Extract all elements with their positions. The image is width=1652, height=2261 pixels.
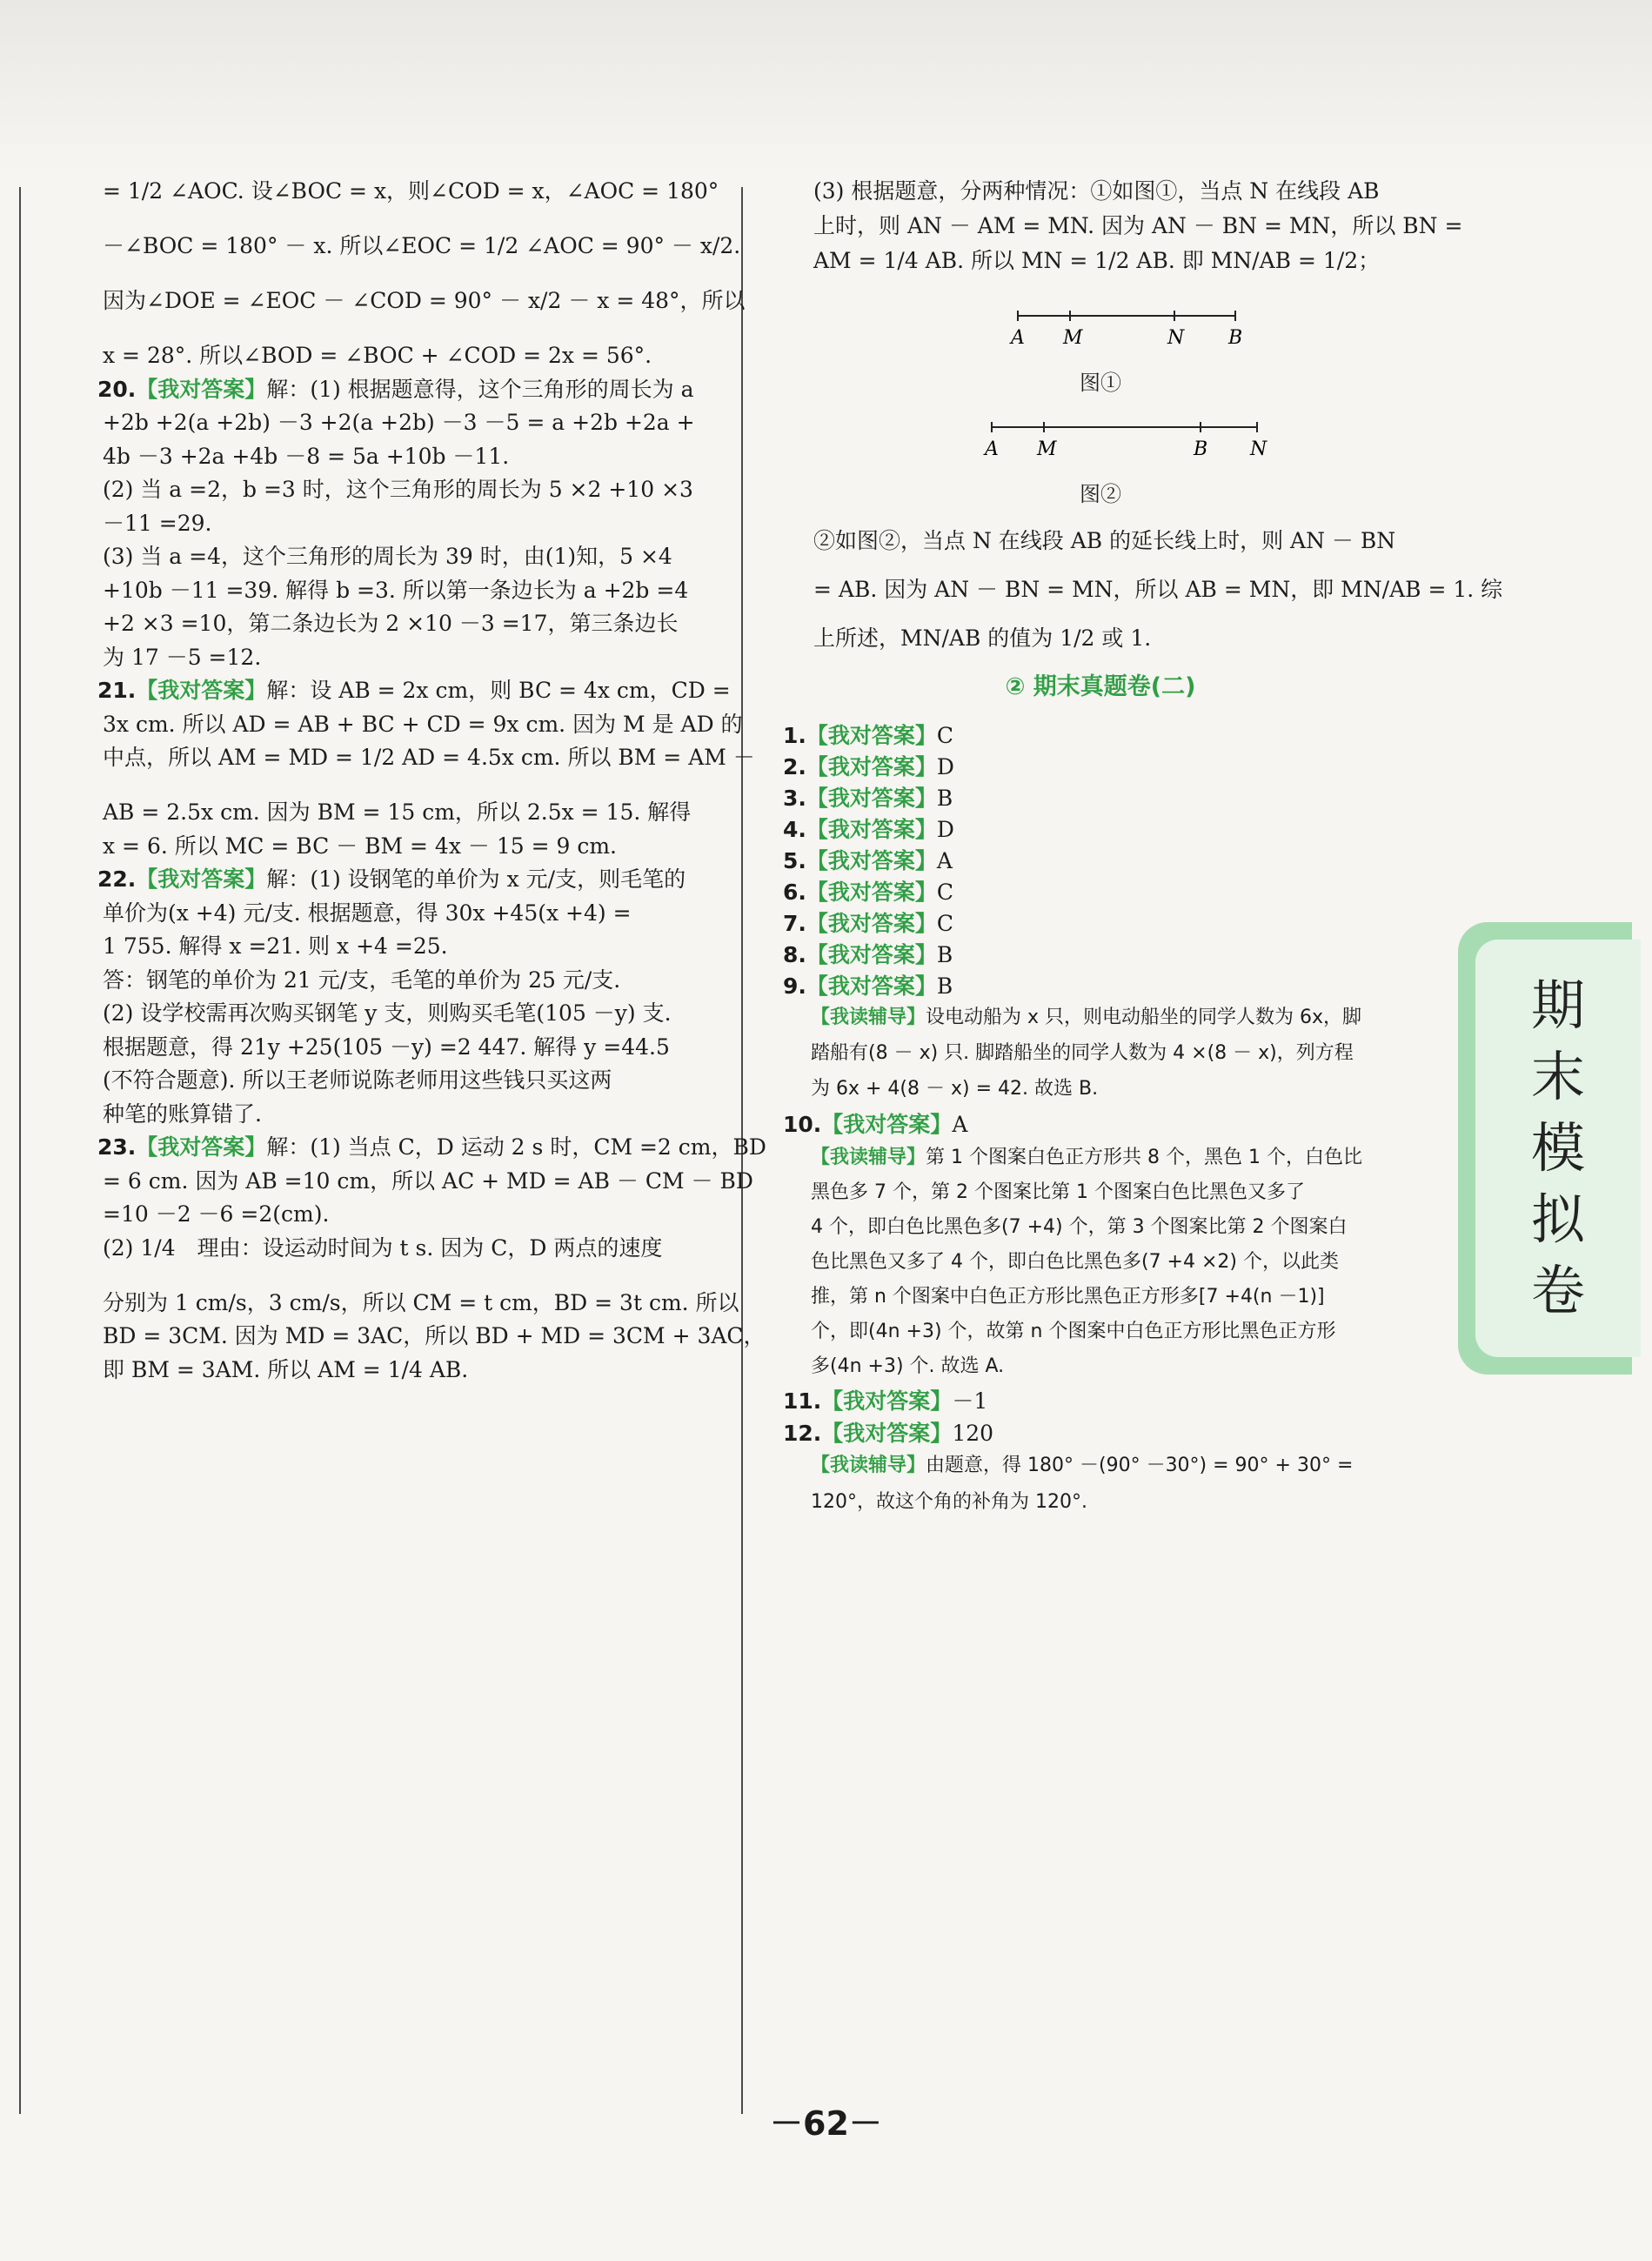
guide-tag: 【我读辅导】: [811, 1147, 926, 1168]
side-tab-char: 期: [1530, 973, 1585, 1037]
line-text: 解：设 AB = 2x cm，则 BC = 4x cm，CD =: [266, 678, 731, 703]
text-line: [97, 477, 706, 503]
line-text: = 1/2 ∠AOC. 设∠BOC = x，则∠COD = x，∠AOC = 180°: [103, 178, 719, 204]
line-text: 答：钢笔的单价为 21 元/支，毛笔的单价为 25 元/支.: [103, 967, 621, 993]
line-text: 为 17 －5 =12.: [103, 644, 262, 670]
figure-2-diagram: [783, 411, 1418, 464]
fig1-label-m: M: [1063, 327, 1083, 349]
line-text: AM = 1/4 AB. 所以 MN = 1/2 AB. 即 MN/AB = 1/2；: [813, 248, 1381, 273]
guide-line: [783, 1249, 1418, 1275]
line-text: 解：(1) 设钢笔的单价为 x 元/支，则毛笔的: [266, 866, 686, 892]
question-number: 9.: [783, 973, 806, 999]
fig2-label-b: B: [1194, 438, 1208, 460]
guide-line: [783, 1076, 1418, 1102]
line-text: (3) 根据题意，分两种情况：①如图①，当点 N 在线段 AB: [813, 178, 1380, 204]
page-number: －62－: [770, 2104, 882, 2143]
line-text: 设电动船为 x 只，则电动船坐的同学人数为 6x，脚: [926, 1007, 1362, 1028]
line-text: 踏船有(8 － x) 只. 脚踏船坐的同学人数为 4 ×(8 － x)，列方程: [811, 1042, 1354, 1064]
line-text: 色比黑色又多了 4 个，即白色比黑色多(7 +4 ×2) 个，以此类: [811, 1251, 1339, 1273]
guide-line: [783, 1489, 1418, 1515]
line-text: 由题意，得 180° －(90° －30°) = 90° + 30° =: [926, 1455, 1354, 1476]
answer-line: [783, 1421, 1418, 1447]
text-line: [97, 833, 706, 860]
line-text: x = 6. 所以 MC = BC － BM = 4x － 15 = 9 cm.: [103, 833, 617, 859]
line-text: 单价为(x +4) 元/支. 根据题意，得 30x +45(x +4) =: [103, 900, 632, 926]
text-line: [97, 711, 743, 738]
line-text: 多(4n +3) 个. 故选 A.: [811, 1355, 1005, 1377]
question-number: 23.: [97, 1134, 137, 1160]
question-number: 21.: [97, 678, 137, 703]
guide-line: [783, 1284, 1418, 1310]
line-text: (3) 当 a =4，这个三角形的周长为 39 时，由(1)知，5 ×4: [103, 544, 672, 569]
line-text: +10b －11 =39. 解得 b =3. 所以第一条边长为 a +2b =4: [103, 577, 689, 603]
fig2-label-a: A: [985, 438, 999, 460]
fig1-label-a: A: [1011, 327, 1025, 349]
right-column: [783, 178, 1503, 1526]
question-number: 20.: [97, 376, 137, 402]
guide-line: [783, 1453, 1418, 1479]
text-line: [97, 578, 706, 604]
line-text: 上时，则 AN － AM = MN. 因为 AN － BN = MN，所以 BN =: [813, 213, 1463, 238]
guide-tag: 【我读辅导】: [811, 1455, 926, 1476]
question-number: 10.: [783, 1112, 822, 1137]
line-text: (不符合题意). 所以王老师说陈老师用这些钱只买这两: [103, 1067, 612, 1093]
right-mid-lines: [783, 528, 1503, 652]
line-text: 分别为 1 cm/s，3 cm/s，所以 CM = t cm，BD = 3t cm. 所以: [103, 1289, 739, 1315]
question-number: 8.: [783, 942, 806, 967]
answer-line: [783, 786, 1418, 812]
line-text: C: [936, 723, 954, 748]
line-text: B: [936, 973, 953, 999]
fig2-label-n: N: [1250, 438, 1267, 460]
line-text: 4b －3 +2a +4b －8 = 5a +10b －11.: [103, 443, 510, 469]
line-text: 根据题意，得 21y +25(105 －y) =2 447. 解得 y =44.5: [103, 1034, 670, 1060]
answer-tag: 【我对答案】: [136, 1134, 267, 1160]
line-text: AB = 2.5x cm. 因为 BM = 15 cm，所以 2.5x = 15. 解得: [103, 799, 692, 825]
side-tab-char: 拟: [1530, 1187, 1585, 1251]
text-line: [97, 1034, 706, 1060]
line-text: 1 755. 解得 x =21. 则 x +4 =25.: [103, 933, 448, 959]
answer-line: [783, 942, 1418, 968]
line-text: 3x cm. 所以 AD = AB + BC + CD = 9x cm. 因为 M 是 AD 的: [103, 711, 743, 737]
question-number: 5.: [783, 848, 806, 873]
text-line: [97, 900, 706, 926]
fig2-label-m: M: [1037, 438, 1057, 460]
line-text: 解：(1) 当点 C，D 运动 2 s 时，CM =2 cm，BD: [266, 1134, 766, 1160]
line-text: 因为∠DOE = ∠EOC － ∠COD = 90° － x/2 － x = 48°，所以: [103, 288, 746, 313]
question-number: 3.: [783, 786, 806, 811]
figure-1-caption: 图①: [1080, 371, 1121, 395]
left-column: [97, 178, 766, 1412]
text-line: [97, 967, 706, 993]
text-line: [97, 544, 706, 570]
line-text: 即 BM = 3AM. 所以 AM = 1/4 AB.: [103, 1356, 469, 1382]
guide-line: [783, 1354, 1418, 1380]
fig1-label-b: B: [1228, 327, 1243, 349]
text-line: [783, 528, 1418, 554]
line-text: 个，即(4n +3) 个，故第 n 个图案中白色正方形比黑色正方形: [811, 1321, 1336, 1342]
text-line: [97, 1000, 706, 1027]
answer-tag: 【我对答案】: [806, 786, 937, 811]
answer-tag: 【我对答案】: [821, 1388, 953, 1414]
text-line: [97, 1289, 739, 1316]
line-text: 为 6x + 4(8 － x) = 42. 故选 B.: [811, 1078, 1099, 1100]
question-line: [97, 1134, 766, 1161]
guide-line: [783, 1214, 1418, 1241]
line-text: = 6 cm. 因为 AB =10 cm，所以 AC + MD = AB － CM － BD: [103, 1167, 753, 1194]
text-line: [97, 933, 706, 960]
text-line: [783, 625, 1418, 652]
text-line: [97, 1357, 706, 1383]
line-text: 种笔的账算错了.: [103, 1100, 262, 1127]
text-line: [783, 178, 1418, 204]
text-line: [97, 611, 706, 637]
text-line: [97, 745, 755, 771]
line-text: +2b +2(a +2b) －3 +2(a +2b) －3 －5 = a +2b +2a +: [103, 410, 695, 435]
figure-1: [783, 300, 1418, 370]
text-line: [783, 577, 1503, 603]
line-text: 120°，故这个角的补角为 120°.: [811, 1491, 1087, 1513]
text-line: [783, 213, 1463, 239]
question-number: 4.: [783, 817, 806, 842]
line-text: －∠BOC = 180° － x. 所以∠EOC = 1/2 ∠AOC = 90° － x/2.: [103, 233, 741, 258]
side-tab-char: 模: [1530, 1116, 1585, 1180]
text-line: [97, 178, 719, 204]
answer-tag: 【我对答案】: [806, 817, 937, 842]
line-text: = AB. 因为 AN － BN = MN，所以 AB = MN，即 MN/AB = 1. 综: [813, 577, 1503, 602]
guide-line: [783, 1180, 1418, 1206]
answer-tag: 【我对答案】: [806, 848, 937, 873]
right-top-lines: [783, 178, 1463, 274]
answer-line: [783, 848, 1418, 874]
answer-line: [783, 754, 1418, 780]
line-text: =10 －2 －6 =2(cm).: [103, 1201, 330, 1227]
guide-tag: 【我读辅导】: [811, 1007, 926, 1028]
side-tab-char: 卷: [1530, 1259, 1585, 1322]
answer-tag: 【我对答案】: [136, 678, 267, 703]
answer-line: [783, 880, 1418, 906]
line-text: 黑色多 7 个，第 2 个图案比第 1 个图案白色比黑色又多了: [811, 1181, 1305, 1203]
text-line: [97, 1101, 706, 1127]
text-line: [97, 444, 706, 470]
line-text: BD = 3CM. 因为 MD = 3AC，所以 BD + MD = 3CM + 3AC，: [103, 1323, 766, 1348]
line-text: (2) 设学校需再次购买钢笔 y 支，则购买毛笔(105 －y) 支.: [103, 1000, 672, 1026]
line-text: C: [936, 911, 954, 936]
guide-line: [783, 1005, 1418, 1031]
line-text: B: [936, 786, 953, 811]
side-tab-char: 末: [1530, 1045, 1585, 1108]
answer-tag: 【我对答案】: [821, 1112, 953, 1137]
text-line: [97, 1201, 706, 1227]
line-text: A: [936, 848, 953, 873]
line-text: (2) 1/4 理由：设运动时间为 t s. 因为 C，D 两点的速度: [103, 1234, 663, 1261]
answers-list: [783, 723, 1418, 1515]
guide-line: [783, 1319, 1418, 1345]
answer-tag: 【我对答案】: [806, 942, 937, 967]
line-text: D: [936, 817, 954, 842]
text-line: [97, 511, 706, 537]
line-text: －11 =29.: [103, 510, 212, 536]
figure-2-caption: 图②: [1080, 482, 1121, 506]
answer-line: [783, 1112, 1418, 1138]
answer-tag: 【我对答案】: [806, 723, 937, 748]
text-line: [97, 233, 741, 259]
line-text: C: [936, 880, 954, 905]
answer-line: [783, 817, 1418, 843]
text-line: [97, 799, 706, 826]
line-text: x = 28°. 所以∠BOD = ∠BOC + ∠COD = 2x = 56°.: [103, 343, 652, 368]
text-line: [97, 1323, 766, 1349]
text-line: [97, 1167, 753, 1194]
answer-tag: 【我对答案】: [806, 754, 937, 779]
guide-line: [783, 1145, 1418, 1171]
question-number: 6.: [783, 880, 806, 905]
page-shadow: [0, 0, 1652, 174]
line-text: (2) 当 a =2，b =3 时，这个三角形的周长为 5 ×2 +10 ×3: [103, 477, 693, 502]
line-text: 解：(1) 根据题意得，这个三角形的周长为 a: [266, 376, 694, 402]
text-line: [97, 343, 706, 369]
line-text: +2 ×3 =10，第二条边长为 2 ×10 －3 =17，第三条边长: [103, 611, 679, 636]
answer-tag: 【我对答案】: [136, 866, 267, 892]
left-margin-rule: [19, 187, 21, 2114]
question-number: 22.: [97, 866, 137, 892]
line-text: ②如图②，当点 N 在线段 AB 的延长线上时，则 AN － BN: [813, 528, 1396, 553]
line-text: 第 1 个图案白色正方形共 8 个，黑色 1 个，白色比: [926, 1147, 1362, 1168]
question-line: [97, 377, 706, 403]
line-text: 4 个，即白色比黑色多(7 +4) 个，第 3 个图案比第 2 个图案白: [811, 1216, 1348, 1238]
fig1-label-n: N: [1167, 327, 1185, 349]
section-title: ② 期末真题卷(二): [1005, 673, 1196, 700]
text-line: [97, 1067, 706, 1094]
line-text: 上所述，MN/AB 的值为 1/2 或 1.: [813, 625, 1152, 651]
text-line: [97, 288, 746, 314]
left-column-lines: [97, 178, 766, 1383]
line-text: 120: [952, 1421, 994, 1446]
line-text: B: [936, 942, 953, 967]
text-line: [97, 645, 706, 671]
answer-line: [783, 973, 1418, 1000]
answer-tag: 【我对答案】: [806, 880, 937, 905]
side-tab: [1475, 940, 1641, 1357]
question-number: 12.: [783, 1421, 822, 1446]
figure-1-diagram: [783, 300, 1418, 352]
answer-line: [783, 723, 1418, 749]
question-line: [97, 866, 706, 893]
answer-line: [783, 911, 1418, 937]
answer-tag: 【我对答案】: [806, 973, 937, 999]
question-number: 1.: [783, 723, 806, 748]
line-text: D: [936, 754, 954, 779]
line-text: 推，第 n 个图案中白色正方形比黑色正方形多[7 +4(n －1)]: [811, 1286, 1325, 1308]
line-text: A: [952, 1112, 968, 1137]
question-number: 11.: [783, 1388, 822, 1414]
answer-tag: 【我对答案】: [806, 911, 937, 936]
question-number: 2.: [783, 754, 806, 779]
text-line: [783, 248, 1418, 274]
text-line: [97, 1235, 706, 1261]
question-number: 7.: [783, 911, 806, 936]
answer-tag: 【我对答案】: [821, 1421, 953, 1446]
answer-line: [783, 1388, 1418, 1415]
text-line: [97, 410, 706, 436]
guide-line: [783, 1040, 1418, 1067]
answer-tag: 【我对答案】: [136, 376, 267, 402]
line-text: 中点，所以 AM = MD = 1/2 AD = 4.5x cm. 所以 BM = AM －: [103, 745, 755, 770]
figure-2: [783, 411, 1418, 481]
question-line: [97, 678, 731, 704]
line-text: －1: [952, 1388, 988, 1414]
